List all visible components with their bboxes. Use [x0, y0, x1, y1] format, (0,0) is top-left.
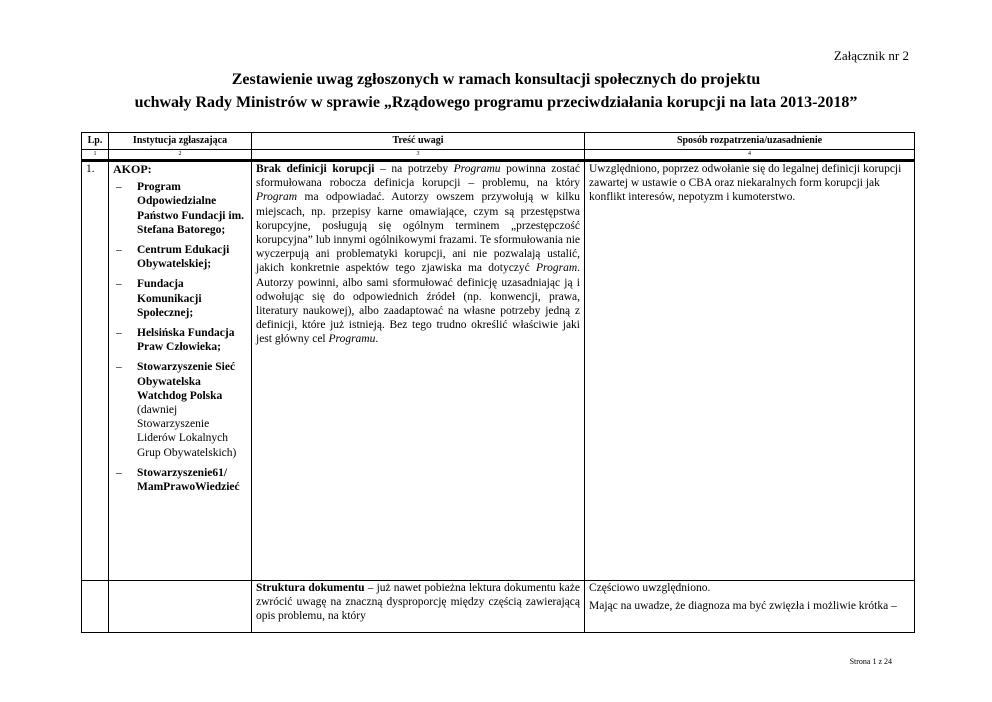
table-row	[82, 161, 915, 581]
column-number: 1	[82, 150, 109, 161]
org-name: Stowarzyszenie61/ MamPrawoWiedzieć	[137, 466, 240, 494]
org-name: Helsińska Fundacja Praw Człowieka;	[137, 327, 235, 354]
remark-text: – już nawet pobieżna lektura dokumentu każe zwrócić uwagę na znaczną dysproporcję między częścią zawierającą opis problemu, na który	[256, 582, 580, 623]
page-number: Strona 1 z 24	[849, 657, 892, 666]
remark-text: ma odpowiadać. Autorzy owszem przywołują w kilku miejscach, np. przepisy karne omawiające, czym są przestępstwa korupcyjne, posługują się ogólnym terminem „przestępczość korupcyjna” lub innymi ogólnikowymi frazami. Te sformułowania nie wyczerpują ani problematyki korupcji, ani nie pozwalają ustalić, jakich konkretnie aspektów tego zjawiska ma dotyczyć	[256, 191, 580, 275]
institution-cell	[109, 161, 252, 581]
header-institution: Instytucja zgłaszająca	[109, 133, 252, 150]
org-list	[113, 180, 247, 494]
header-content: Treść uwagi	[252, 133, 585, 150]
column-number: 3	[252, 150, 585, 161]
org-item	[113, 277, 247, 320]
resolution-text: Mając na uwadze, że diagnoza ma być zwięzła i możliwie krótka –	[589, 600, 897, 613]
dash-bullet: –	[116, 278, 122, 291]
header-resolution: Sposób rozpatrzenia/uzasadnienie	[585, 133, 915, 150]
resolution-cell: Uwzględniono, poprzez odwołanie się do legalnej definicji korupcji zawartej w ustawie o CBA oraz niekaralnych form korupcji jak konflikt interesów, nepotyzm i kumoterstwo.	[585, 161, 915, 581]
org-item	[113, 180, 247, 237]
column-number-row	[82, 150, 915, 161]
remark-italic: Programu	[453, 163, 501, 175]
dash-bullet: –	[116, 361, 122, 374]
resolution-status: Częściowo uwzględniono.	[589, 582, 711, 594]
dash-bullet: –	[116, 181, 122, 194]
institution-cell-empty	[109, 581, 252, 633]
org-note: (dawniej Stowarzyszenie Liderów Lokalnych Grup Obywatelskich)	[137, 404, 237, 459]
remark-heading: Brak definicji korupcji	[256, 163, 375, 175]
remark-text: . Autorzy powinni, albo sami sformułować definicję uzasadniając ją i odwołując się do odpowiednich źródeł (np. konwencji, prawa, literatury naukowej), albo zaadaptować na własne potrzeby jedną z definicji, które już istnieją. Bez tego trudno określić właściwie jaki jest główny cel	[256, 262, 580, 346]
column-number: 4	[585, 150, 915, 161]
org-name: Stowarzyszenie Sieć Obywatelska Watchdog Polska	[137, 361, 236, 402]
org-item	[113, 326, 247, 354]
annex-label: Załącznik nr 2	[833, 48, 909, 63]
org-item	[113, 243, 247, 271]
title-line-1: Zestawienie uwag zgłoszonych w ramach konsultacji społecznych do projektu	[231, 71, 761, 88]
title-line-2: uchwały Rady Ministrów w sprawie „Rządowego programu przeciwdziałania korupcji na lata 2013-2018”	[134, 94, 858, 111]
remark-italic: Programu	[328, 333, 376, 346]
header-lp: Lp.	[82, 133, 109, 150]
remark-content-cell	[252, 581, 585, 633]
remarks-table	[81, 132, 915, 633]
remark-text: powinna zostać sformułowana robocza definicja korupcji – problemu, na który	[256, 163, 581, 190]
remark-heading: Struktura dokumentu	[256, 582, 365, 594]
remark-italic: Program	[536, 262, 578, 275]
org-name: Program Odpowiedzialne Państwo Fundacji im. Stefana Batorego;	[137, 181, 245, 236]
document-title	[60, 68, 932, 114]
row-lp: 1.	[82, 161, 109, 581]
dash-bullet: –	[116, 466, 122, 479]
header-row	[82, 133, 915, 150]
dash-bullet: –	[116, 244, 122, 257]
org-item	[113, 466, 247, 494]
dash-bullet: –	[116, 327, 122, 340]
resolution-cell	[585, 581, 915, 633]
column-number: 2	[109, 150, 252, 161]
remark-text: – na potrzeby	[374, 163, 454, 175]
table-row	[82, 581, 915, 633]
remark-content-cell	[252, 161, 585, 581]
org-name: Centrum Edukacji Obywatelskiej;	[137, 244, 230, 271]
remark-text: .	[375, 333, 379, 346]
institution-head: AKOP:	[113, 162, 152, 176]
row-lp-empty	[82, 581, 109, 633]
org-item	[113, 360, 247, 459]
remark-italic: Program	[256, 191, 298, 204]
org-name: Fundacja Komunikacji Społecznej;	[137, 278, 202, 319]
